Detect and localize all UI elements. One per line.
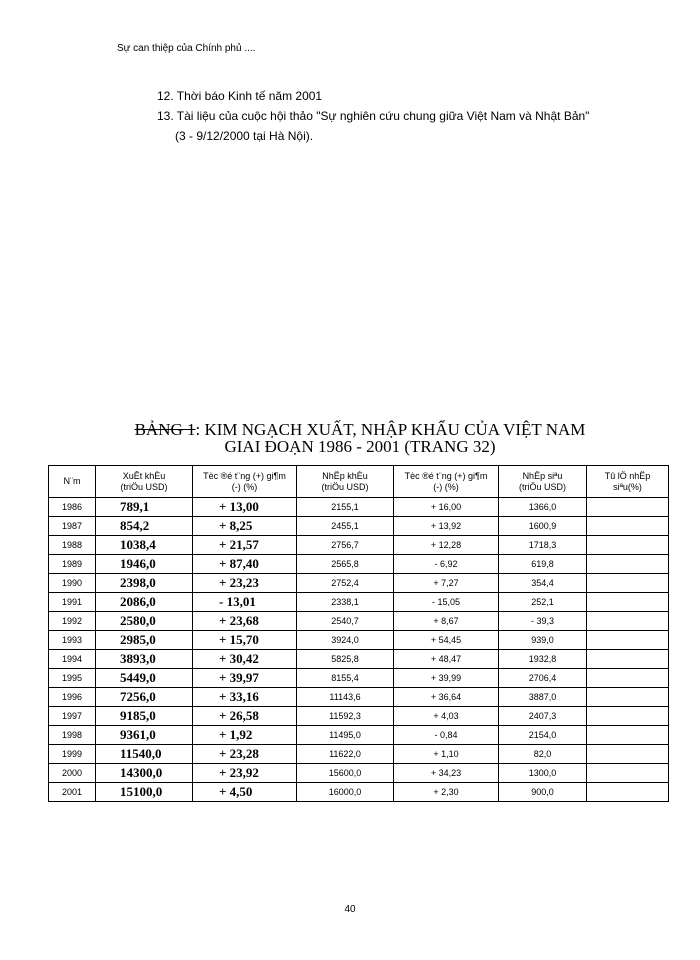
cell-import-growth: + 12,28 xyxy=(394,536,499,555)
cell-import-growth: + 54,45 xyxy=(394,631,499,650)
cell-export-growth: + 33,16 xyxy=(193,688,297,707)
cell-import: 8155,4 xyxy=(297,669,394,688)
cell-trade-deficit: 1300,0 xyxy=(499,764,587,783)
cell-export: 2086,0 xyxy=(96,593,193,612)
cell-trade-deficit: 354,4 xyxy=(499,574,587,593)
cell-import-growth: + 16,00 xyxy=(394,498,499,517)
header-import: NhËp khÈu (triÖu USD) xyxy=(297,466,394,498)
cell-year: 1999 xyxy=(49,745,96,764)
table-row xyxy=(49,498,669,517)
reference-list xyxy=(157,86,589,146)
cell-year: 1994 xyxy=(49,650,96,669)
cell-export: 14300,0 xyxy=(96,764,193,783)
cell-export: 11540,0 xyxy=(96,745,193,764)
cell-import: 2155,1 xyxy=(297,498,394,517)
cell-trade-deficit: 2407,3 xyxy=(499,707,587,726)
table-row xyxy=(49,650,669,669)
cell-import-growth: + 2,30 xyxy=(394,783,499,802)
cell-year: 2001 xyxy=(49,783,96,802)
cell-deficit-ratio xyxy=(587,631,669,650)
cell-export: 9185,0 xyxy=(96,707,193,726)
cell-year: 1998 xyxy=(49,726,96,745)
cell-export: 3893,0 xyxy=(96,650,193,669)
cell-export: 2985,0 xyxy=(96,631,193,650)
cell-deficit-ratio xyxy=(587,764,669,783)
table-title xyxy=(50,421,670,455)
cell-export-growth: + 23,23 xyxy=(193,574,297,593)
cell-import: 11143,6 xyxy=(297,688,394,707)
cell-export-growth: + 23,28 xyxy=(193,745,297,764)
cell-year: 1988 xyxy=(49,536,96,555)
header-year: N¨m xyxy=(49,466,96,498)
table-row xyxy=(49,612,669,631)
cell-import: 11592,3 xyxy=(297,707,394,726)
table-title-rest: : KIM NGẠCH XUẤT, NHẬP KHẨU CỦA VIỆT NAM xyxy=(195,420,586,439)
cell-export: 1038,4 xyxy=(96,536,193,555)
cell-deficit-ratio xyxy=(587,612,669,631)
cell-import-growth: + 39,99 xyxy=(394,669,499,688)
cell-year: 1995 xyxy=(49,669,96,688)
cell-import-growth: + 48,47 xyxy=(394,650,499,669)
cell-export: 15100,0 xyxy=(96,783,193,802)
cell-year: 1993 xyxy=(49,631,96,650)
cell-export-growth: + 1,92 xyxy=(193,726,297,745)
cell-year: 1989 xyxy=(49,555,96,574)
cell-import-growth: - 6,92 xyxy=(394,555,499,574)
table-row xyxy=(49,688,669,707)
cell-trade-deficit: 939,0 xyxy=(499,631,587,650)
cell-trade-deficit: 3887,0 xyxy=(499,688,587,707)
table-title-line2: GIAI ĐOẠN 1986 - 2001 (TRANG 32) xyxy=(224,437,496,456)
cell-import: 2338,1 xyxy=(297,593,394,612)
page-number: 40 xyxy=(344,904,356,915)
cell-export-growth: + 23,68 xyxy=(193,612,297,631)
cell-export-growth: + 13,00 xyxy=(193,498,297,517)
cell-export-growth: + 15,70 xyxy=(193,631,297,650)
cell-deficit-ratio xyxy=(587,726,669,745)
cell-trade-deficit: - 39,3 xyxy=(499,612,587,631)
cell-import-growth: + 7,27 xyxy=(394,574,499,593)
cell-trade-deficit: 619,8 xyxy=(499,555,587,574)
table-title-line1 xyxy=(50,421,670,438)
table-row xyxy=(49,726,669,745)
header-export-growth: Tèc ®é t¨ng (+) gi¶m (-) (%) xyxy=(193,466,297,498)
cell-year: 1992 xyxy=(49,612,96,631)
cell-trade-deficit: 1366,0 xyxy=(499,498,587,517)
cell-import: 5825,8 xyxy=(297,650,394,669)
cell-year: 1991 xyxy=(49,593,96,612)
cell-deficit-ratio xyxy=(587,517,669,536)
cell-import: 15600,0 xyxy=(297,764,394,783)
table-title-struck: BẢNG 1 xyxy=(134,420,196,439)
cell-export: 854,2 xyxy=(96,517,193,536)
cell-export: 5449,0 xyxy=(96,669,193,688)
table-row xyxy=(49,593,669,612)
cell-year: 1987 xyxy=(49,517,96,536)
cell-import: 2455,1 xyxy=(297,517,394,536)
cell-export-growth: + 39,97 xyxy=(193,669,297,688)
cell-import: 11495,0 xyxy=(297,726,394,745)
cell-year: 2000 xyxy=(49,764,96,783)
cell-export: 2398,0 xyxy=(96,574,193,593)
cell-import: 3924,0 xyxy=(297,631,394,650)
cell-import-growth: + 8,67 xyxy=(394,612,499,631)
cell-export-growth: - 13,01 xyxy=(193,593,297,612)
cell-export-growth: + 87,40 xyxy=(193,555,297,574)
cell-import: 2756,7 xyxy=(297,536,394,555)
cell-import-growth: + 34,23 xyxy=(394,764,499,783)
cell-export-growth: + 8,25 xyxy=(193,517,297,536)
cell-import-growth: - 15,05 xyxy=(394,593,499,612)
cell-import: 16000,0 xyxy=(297,783,394,802)
cell-year: 1990 xyxy=(49,574,96,593)
cell-export-growth: + 4,50 xyxy=(193,783,297,802)
cell-import: 11622,0 xyxy=(297,745,394,764)
cell-trade-deficit: 252,1 xyxy=(499,593,587,612)
header-import-growth: Tèc ®é t¨ng (+) gi¶m (-) (%) xyxy=(394,466,499,498)
table-row xyxy=(49,574,669,593)
cell-trade-deficit: 1932,8 xyxy=(499,650,587,669)
header-trade-deficit: NhËp siªu (triÖu USD) xyxy=(499,466,587,498)
cell-import-growth: + 4,03 xyxy=(394,707,499,726)
cell-deficit-ratio xyxy=(587,669,669,688)
cell-import-growth: - 0,84 xyxy=(394,726,499,745)
cell-trade-deficit: 2154,0 xyxy=(499,726,587,745)
cell-year: 1996 xyxy=(49,688,96,707)
cell-year: 1986 xyxy=(49,498,96,517)
table-row xyxy=(49,517,669,536)
table-row xyxy=(49,631,669,650)
reference-item: 13. Tài liệu của cuộc hội thảo "Sự nghiên cứu chung giữa Việt Nam và Nhật Bản" xyxy=(157,109,590,123)
cell-import: 2752,4 xyxy=(297,574,394,593)
table-row xyxy=(49,745,669,764)
cell-export-growth: + 23,92 xyxy=(193,764,297,783)
header-deficit-ratio: Tû lÖ nhËp siªu(%) xyxy=(587,466,669,498)
cell-trade-deficit: 2706,4 xyxy=(499,669,587,688)
table-row xyxy=(49,555,669,574)
cell-import-growth: + 36,64 xyxy=(394,688,499,707)
cell-trade-deficit: 82,0 xyxy=(499,745,587,764)
running-header: Sự can thiệp của Chính phủ .... xyxy=(117,43,256,54)
cell-export-growth: + 21,57 xyxy=(193,536,297,555)
cell-export: 1946,0 xyxy=(96,555,193,574)
cell-year: 1997 xyxy=(49,707,96,726)
cell-deficit-ratio xyxy=(587,650,669,669)
cell-deficit-ratio xyxy=(587,536,669,555)
cell-deficit-ratio xyxy=(587,783,669,802)
cell-deficit-ratio xyxy=(587,574,669,593)
cell-import: 2540,7 xyxy=(297,612,394,631)
cell-deficit-ratio xyxy=(587,688,669,707)
cell-export-growth: + 26,58 xyxy=(193,707,297,726)
cell-trade-deficit: 1718,3 xyxy=(499,536,587,555)
cell-export: 7256,0 xyxy=(96,688,193,707)
cell-deficit-ratio xyxy=(587,593,669,612)
cell-deficit-ratio xyxy=(587,745,669,764)
reference-item-continuation: (3 - 9/12/2000 tại Hà Nội). xyxy=(175,129,314,143)
cell-export-growth: + 30,42 xyxy=(193,650,297,669)
header-export: XuÊt khÈu (triÖu USD) xyxy=(96,466,193,498)
cell-export: 9361,0 xyxy=(96,726,193,745)
cell-trade-deficit: 1600,9 xyxy=(499,517,587,536)
cell-import-growth: + 1,10 xyxy=(394,745,499,764)
cell-trade-deficit: 900,0 xyxy=(499,783,587,802)
table-row xyxy=(49,669,669,688)
cell-export: 2580,0 xyxy=(96,612,193,631)
cell-deficit-ratio xyxy=(587,707,669,726)
cell-deficit-ratio xyxy=(587,498,669,517)
table-header-row xyxy=(49,466,669,498)
cell-import: 2565,8 xyxy=(297,555,394,574)
table-row xyxy=(49,536,669,555)
cell-deficit-ratio xyxy=(587,555,669,574)
trade-table xyxy=(48,465,669,802)
table-row xyxy=(49,783,669,802)
table-row xyxy=(49,764,669,783)
cell-export: 789,1 xyxy=(96,498,193,517)
reference-item: 12. Thời báo Kinh tế năm 2001 xyxy=(157,89,323,103)
table-row xyxy=(49,707,669,726)
cell-import-growth: + 13,92 xyxy=(394,517,499,536)
